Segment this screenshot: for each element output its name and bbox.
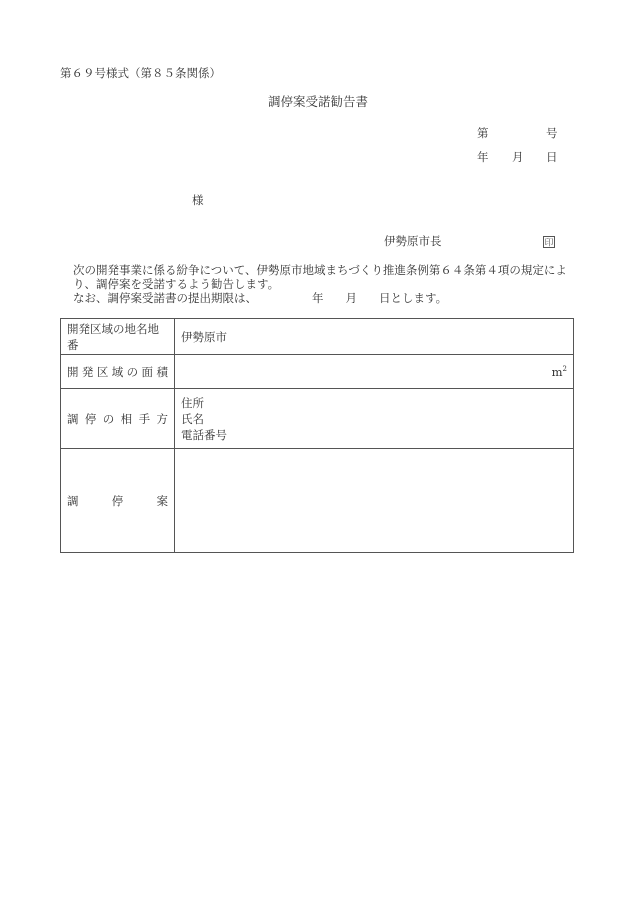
mediation-form-table <box>60 318 574 553</box>
mediation-proposal-label: 調 停 案 <box>61 449 175 553</box>
issuer-name: 伊勢原市長 <box>384 234 442 248</box>
seal-mark-icon <box>543 236 555 250</box>
table-row <box>61 389 574 449</box>
counterparty-details <box>175 389 574 449</box>
deadline-year: 年 <box>312 291 324 305</box>
name-label: 氏名 <box>181 411 204 426</box>
document-number-prefix: 第 <box>477 126 489 140</box>
body-paragraph-1: 次の開発事業に係る紛争について、伊勢原市地域まちづくり推進条例第６４条第４項の規定により、調停案を受諾するよう勧告します。 <box>73 263 567 291</box>
deadline-prefix: なお、調停案受諾書の提出期限は、 <box>73 291 257 305</box>
addressee-honorific: 様 <box>192 193 204 207</box>
svg-text:印: 印 <box>544 238 554 248</box>
mediation-proposal-value <box>175 449 574 553</box>
form-number: 第６９号様式（第８５条関係） <box>60 66 221 80</box>
address-label: 住所 <box>181 395 204 410</box>
document-title: 調停案受諾勧告書 <box>268 94 369 109</box>
square-meter-unit: m <box>551 364 563 379</box>
deadline-month: 月 <box>345 291 357 305</box>
body-paragraph-2 <box>60 291 575 305</box>
date-year-label: 年 <box>477 150 489 164</box>
table-row <box>61 355 574 389</box>
phone-label: 電話番号 <box>181 427 227 442</box>
counterparty-label: 調 停 の 相 手 方 <box>61 389 175 449</box>
table-row <box>61 319 574 355</box>
area-label: 開 発 区 域 の 面 積 <box>61 355 175 389</box>
document-number-suffix: 号 <box>546 126 558 140</box>
date-month-label: 月 <box>512 150 524 164</box>
body-text <box>60 263 575 305</box>
location-value: 伊勢原市 <box>175 319 574 355</box>
table-row <box>61 449 574 553</box>
deadline-suffix: 日とします。 <box>379 291 448 305</box>
location-label: 開発区域の地名地番 <box>61 319 175 355</box>
area-value: $m^2$ <box>175 355 574 389</box>
date-day-label: 日 <box>546 150 558 164</box>
